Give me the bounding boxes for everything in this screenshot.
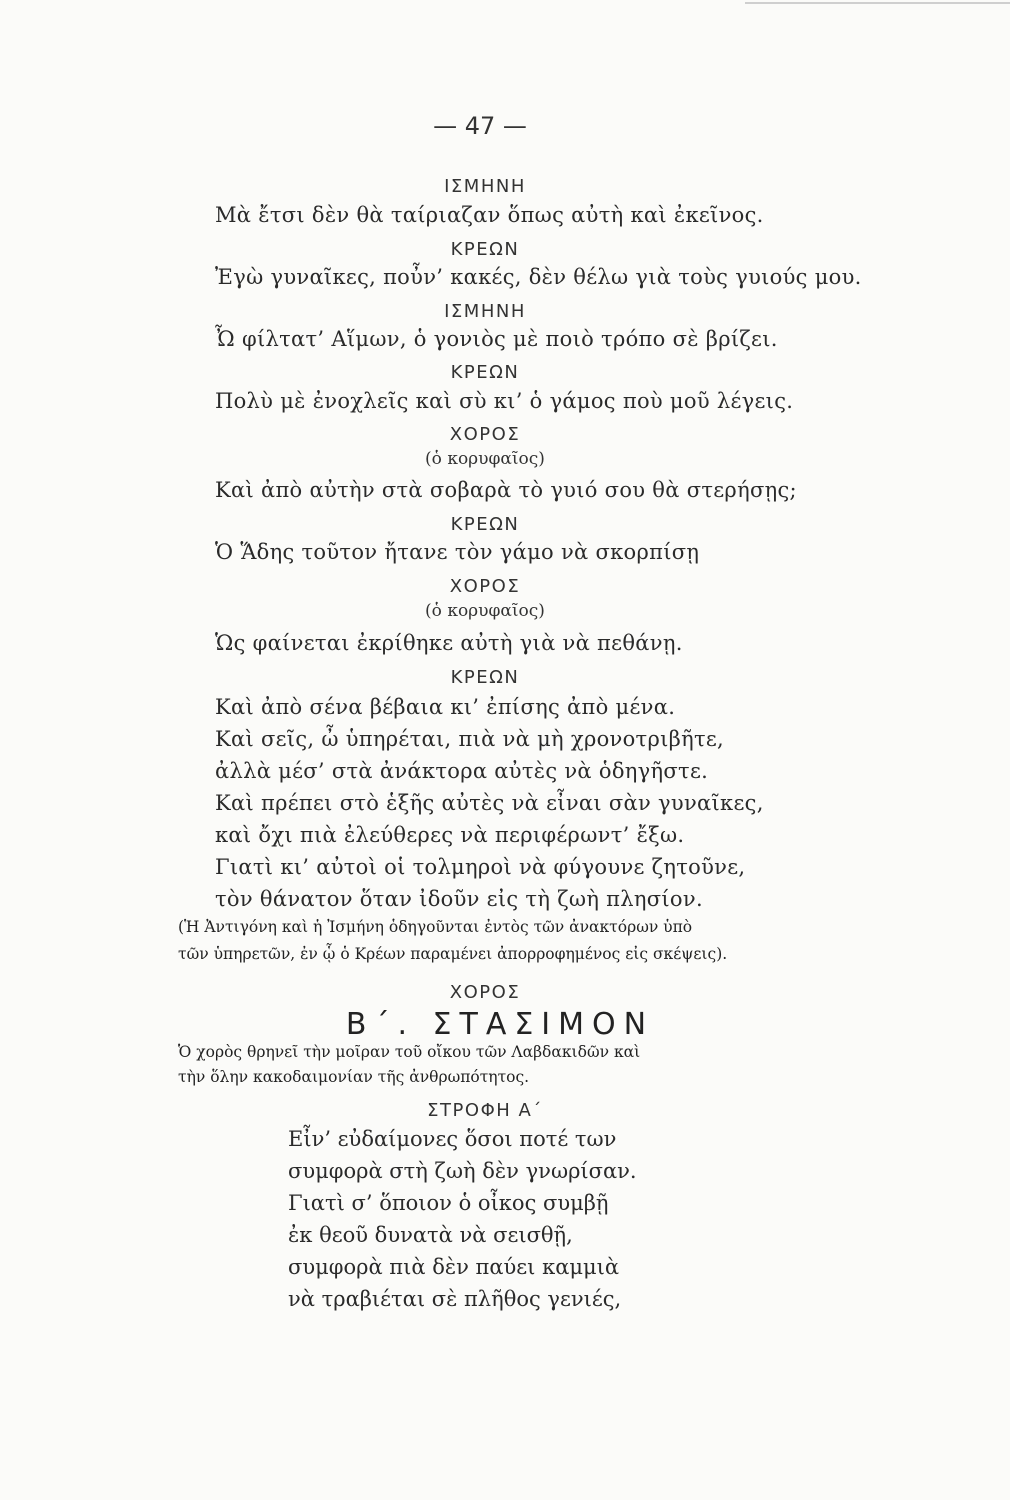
speaker-label: ΚΡΕΩΝ: [450, 362, 520, 383]
speaker-label: ΙΣΜΗΝΗ: [444, 176, 526, 197]
page-number: — 47 —: [433, 112, 527, 140]
speaker-label: ΚΡΕΩΝ: [450, 514, 520, 535]
dialogue-line: καὶ ὄχι πιὰ ἐλεύθερες νὰ περιφέρωντ’ ἔξω.: [215, 823, 685, 847]
dialogue-line: τὸν θάνατον ὅταν ἰδοῦν εἰς τὴ ζωὴ πλησίον.: [215, 887, 703, 911]
section-title: Β΄. ΣΤΑΣΙΜΟΝ: [345, 1007, 655, 1042]
top-edge-rule: [745, 2, 1010, 4]
dialogue-line: Καὶ σεῖς, ὦ ὑπηρέται, πιὰ νὰ μὴ χρονοτριβῆτε,: [215, 727, 725, 751]
verse-line: νὰ τραβιέται σὲ πλῆθος γενιές,: [288, 1287, 622, 1311]
verse-line: Γιατὶ σ’ ὅποιον ὁ οἶκος συμβῇ: [288, 1191, 609, 1215]
strophe-label: ΣΤΡΟΦΗ Α΄: [427, 1100, 543, 1121]
stage-direction-line: τῶν ὑπηρετῶν, ἐν ᾧ ὁ Κρέων παραμένει ἀπορροφημένος εἰς σκέψεις).: [178, 945, 728, 963]
dialogue-line: Ὦ φίλτατ’ Αἵμων, ὁ γονιὸς μὲ ποιὸ τρόπο σὲ βρίζει.: [215, 327, 778, 351]
dialogue-line: Καὶ ἀπὸ αὐτὴν στὰ σοβαρὰ τὸ γυιό σου θὰ στερήσῃς;: [215, 478, 797, 502]
stage-direction-line: (Ἡ Ἀντιγόνη καὶ ἡ Ἰσμήνη ὁδηγοῦνται ἐντὸς τῶν ἀνακτόρων ὑπὸ: [178, 918, 693, 936]
dialogue-line: Καὶ ἀπὸ σένα βέβαια κι’ ἐπίσης ἀπὸ μένα.: [215, 695, 676, 719]
dialogue-line: Μὰ ἔτσι δὲν θὰ ταίριαζαν ὅπως αὐτὴ καὶ ἐκεῖνος.: [215, 203, 764, 227]
dialogue-line: Γιατὶ κι’ αὐτοὶ οἱ τολμηροὶ νὰ φύγουνε ζητοῦνε,: [215, 855, 746, 879]
speaker-label: ΚΡΕΩΝ: [450, 667, 520, 688]
speaker-label: ΙΣΜΗΝΗ: [444, 301, 526, 322]
dialogue-line: Ἐγὼ γυναῖκες, ποὖν’ κακές, δὲν θέλω γιὰ τοὺς γυιούς μου.: [215, 265, 862, 289]
chorus-label: ΧΟΡΟΣ: [449, 982, 521, 1003]
verse-line: ἐκ θεοῦ δυνατὰ νὰ σεισθῇ,: [288, 1223, 573, 1247]
dialogue-line: Ὡς φαίνεται ἐκρίθηκε αὐτὴ γιὰ νὰ πεθάνῃ.: [215, 631, 683, 655]
speaker-label: ΧΟΡΟΣ: [449, 576, 521, 597]
speaker-label: ΧΟΡΟΣ: [449, 424, 521, 445]
speaker-qualifier: (ὁ κορυφαῖος): [425, 601, 545, 621]
dialogue-line: Καὶ πρέπει στὸ ἑξῆς αὐτὲς νὰ εἶναι σὰν γυναῖκες,: [215, 791, 764, 815]
verse-line: Εἶν’ εὐδαίμονες ὅσοι ποτέ των: [288, 1127, 617, 1151]
dialogue-line: ἀλλὰ μέσ’ στὰ ἀνάκτορα αὐτὲς νὰ ὁδηγῆστε.: [215, 759, 709, 783]
summary-note-line: τὴν ὅλην κακοδαιμονίαν τῆς ἀνθρωπότητος.: [178, 1068, 530, 1086]
summary-note-line: Ὁ χορὸς θρηνεῖ τὴν μοῖραν τοῦ οἴκου τῶν Λαβδακιδῶν καὶ: [178, 1043, 641, 1061]
dialogue-line: Ὁ Ἅδης τοῦτον ἤτανε τὸν γάμο νὰ σκορπίσῃ: [215, 540, 700, 564]
verse-line: συμφορὰ στὴ ζωὴ δὲν γνωρίσαν.: [288, 1159, 637, 1183]
speaker-qualifier: (ὁ κορυφαῖος): [425, 449, 545, 469]
speaker-label: ΚΡΕΩΝ: [450, 239, 520, 260]
dialogue-line: Πολὺ μὲ ἐνοχλεῖς καὶ σὺ κι’ ὁ γάμος ποὺ μοῦ λέγεις.: [215, 389, 794, 413]
verse-line: συμφορὰ πιὰ δὲν παύει καμμιὰ: [288, 1255, 620, 1279]
